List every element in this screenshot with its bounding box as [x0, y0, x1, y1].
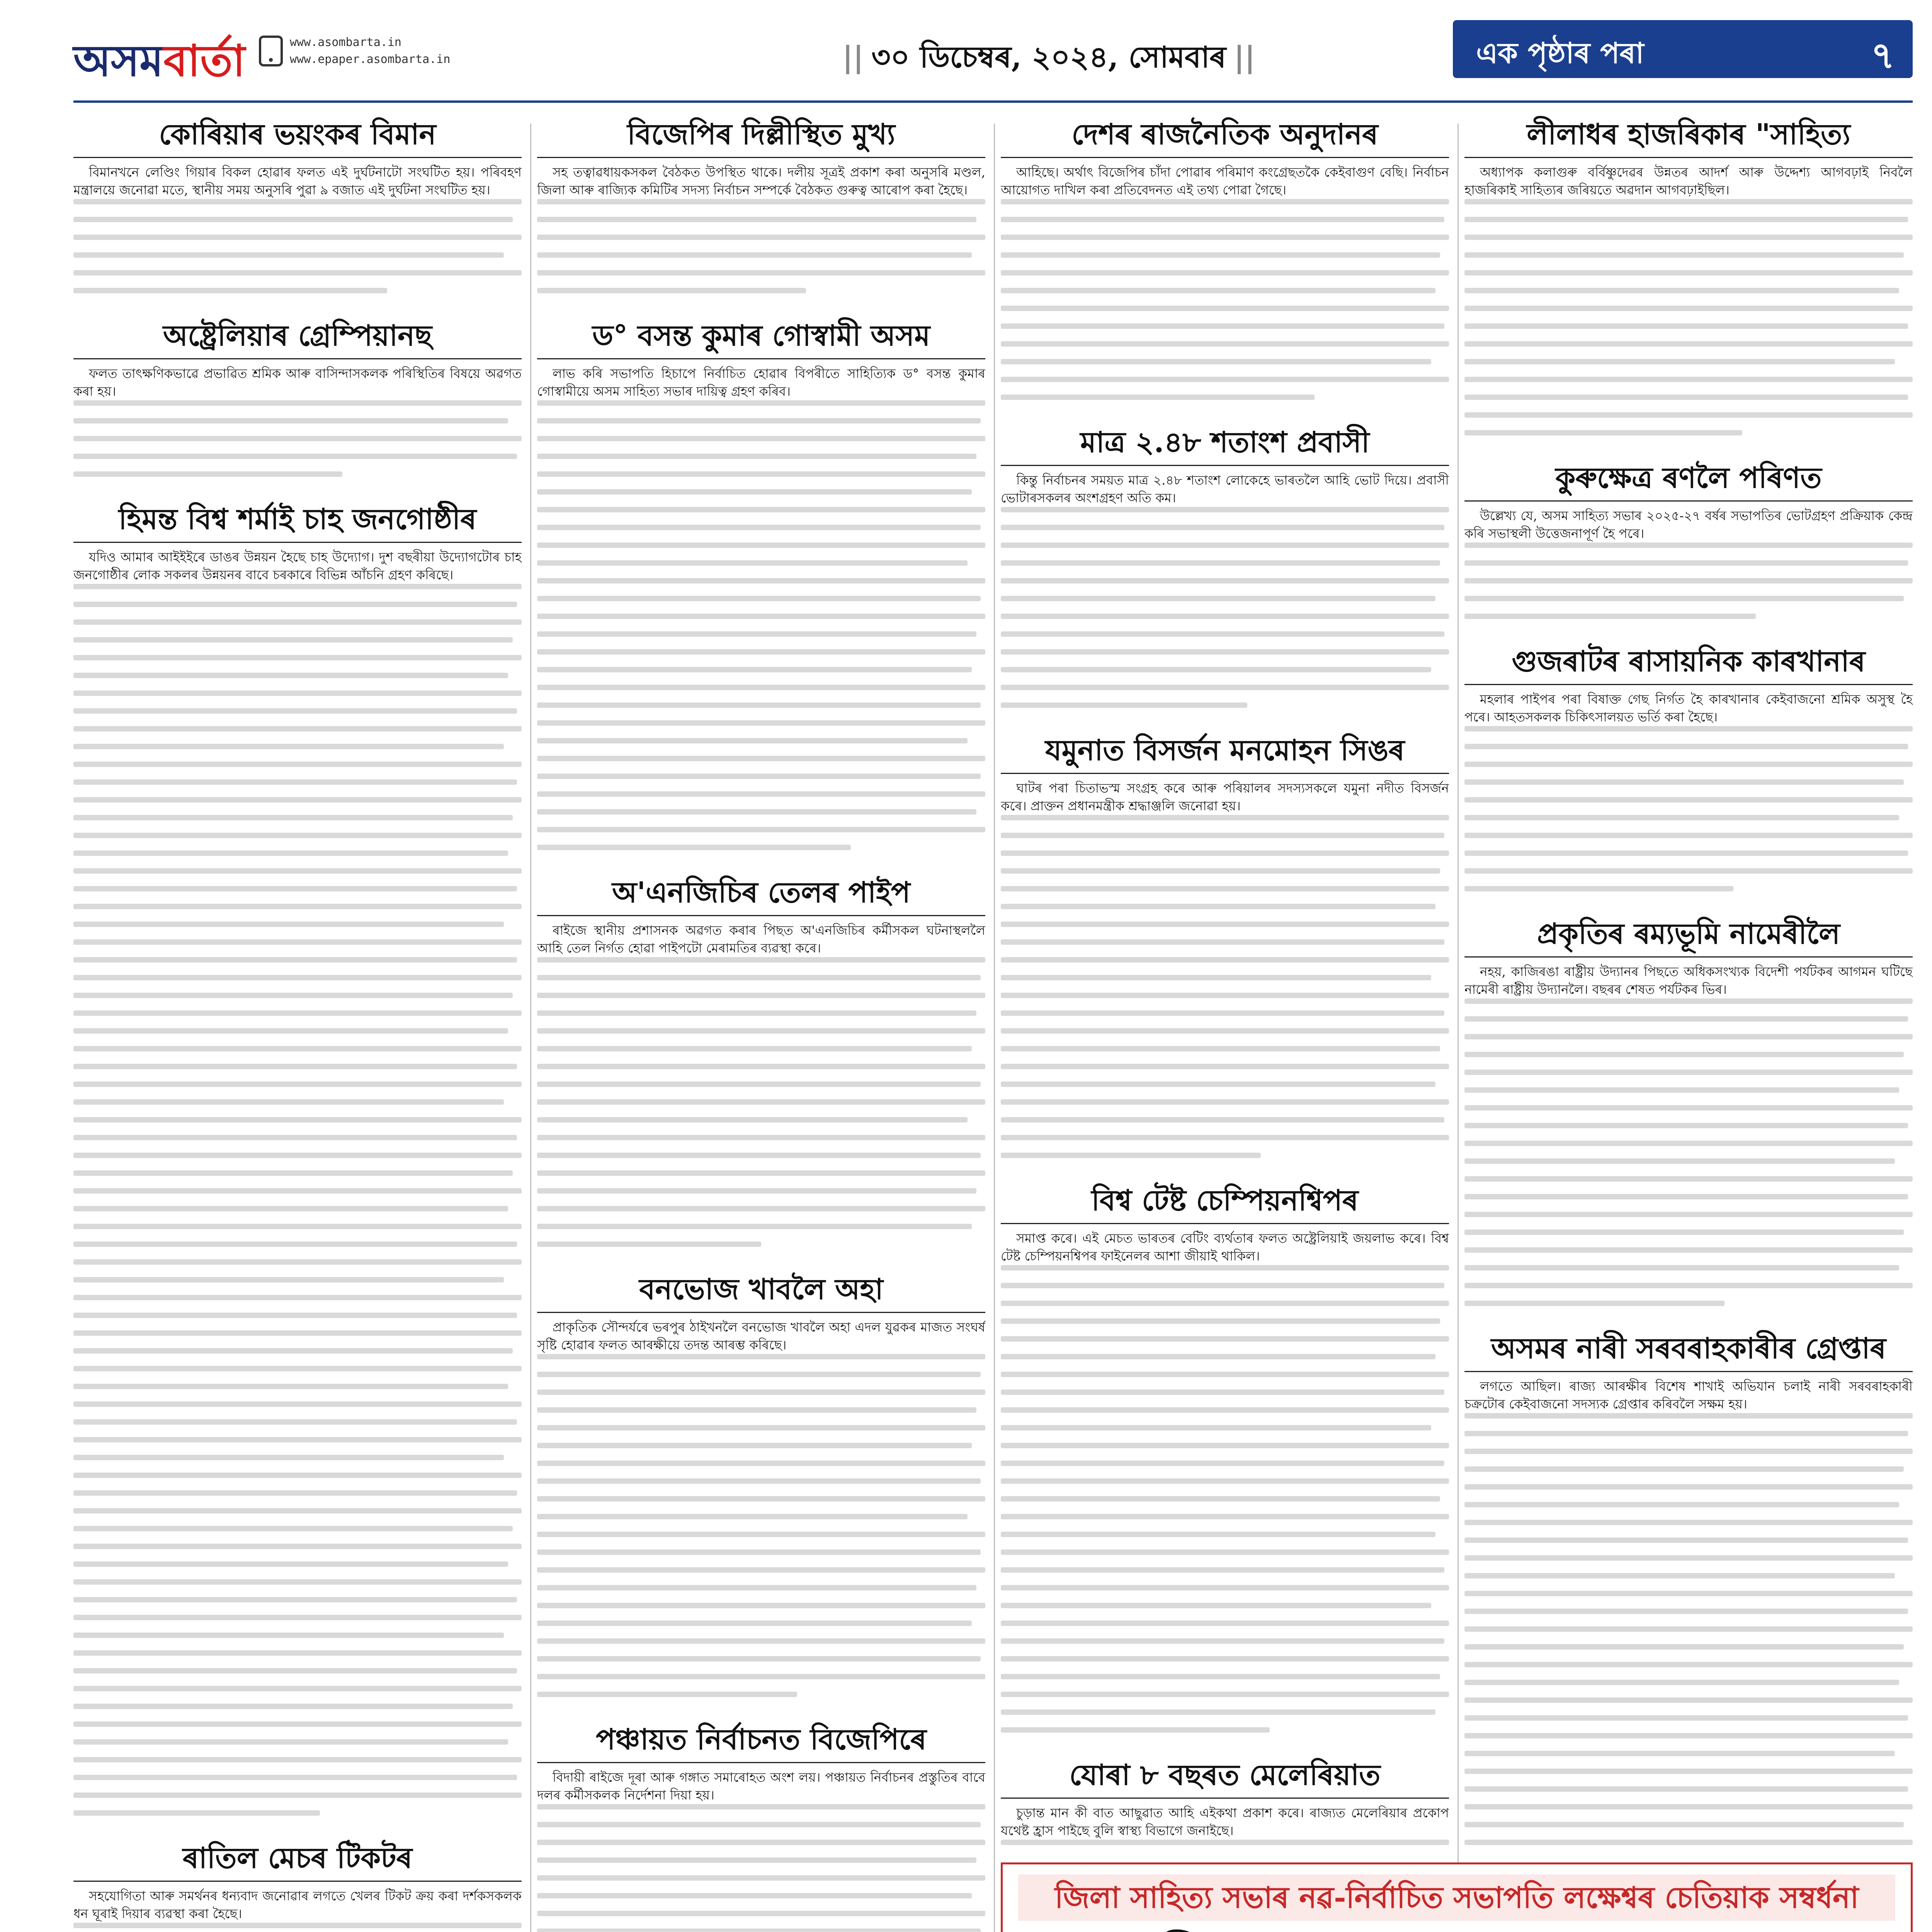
- article-body: অধ্যাপক কলাগুৰু বৰ্বিষ্ণুদেৱৰ উন্নতৰ আদৰ্শ আৰু উদ্দেশ্য আগবঢ়াই নিবলৈ হাজৰিকাই সাহিত্যৰ জৰিয়তে অৱদান আগবঢ়াইছিল।: [1464, 165, 1913, 197]
- article-body: প্ৰাকৃতিক সৌন্দৰ্যৰে ভৰপুৰ ঠাইখনলৈ বনভোজ খাবলৈ অহা এদল যুৱকৰ মাজত সংঘৰ্ষ সৃষ্টি হোৱাৰ ফলত আৰক্ষীয়ে তদন্ত আৰম্ভ কৰিছে।: [537, 1320, 985, 1352]
- page-tag: [1453, 20, 1913, 78]
- website-link[interactable]: www.asombarta.in: [290, 36, 401, 49]
- article-headline[interactable]: অসমৰ নাৰী সৰবৰাহকাৰীৰ গ্ৰেপ্তাৰ: [1464, 1330, 1913, 1372]
- article-nri-voters: [1001, 424, 1449, 720]
- article-bjp-meeting: [537, 116, 985, 306]
- article-text-block: [1001, 199, 1449, 412]
- feature-kicker: [1018, 1874, 1895, 1921]
- article-wtc: [1001, 1182, 1449, 1745]
- article-headline[interactable]: গুজৰাটৰ ৰাসায়নিক কাৰখানাৰ: [1464, 643, 1913, 685]
- header-rule: [73, 100, 1913, 103]
- article-text-block: [1001, 1840, 1449, 1847]
- epaper-link[interactable]: www.epaper.asombarta.in: [290, 53, 451, 66]
- logo-text: [73, 28, 245, 100]
- article-body: কিন্তু নিৰ্বাচনৰ সময়ত মাত্ৰ ২.৪৮ শতাংশ লোকেহে ভাৰতলৈ আহি ভোট দিয়ে। প্ৰবাসী ভোটাৰসকলৰ অংশগ্ৰহণ অতি কম।: [1001, 473, 1449, 505]
- article-liladhar-hazarika: [1464, 116, 1913, 448]
- article-malaria: [1001, 1757, 1449, 1847]
- article-text-block: [73, 199, 522, 306]
- article-body: ৰাইজে স্থানীয় প্ৰশাসনক অৱগত কৰাৰ পিছত অ'এনজিচিৰ কৰ্মীসকল ঘটনাস্থললৈ আহি তেল নিৰ্গত হোৱা পাইপটো মেৰামতিৰ ব্যৱস্থা কৰে।: [537, 923, 985, 956]
- page-number: ৭: [1871, 34, 1895, 77]
- article-text-block: [537, 199, 985, 306]
- article-trafficking-arrest: [1464, 1330, 1913, 1847]
- article-body: বিদায়ী ৰাইজে দূৰা আৰু গঙ্গাত সমাৰোহত অংশ লয়। পঞ্চায়ত নিৰ্বাচনৰ প্ৰস্তুতিৰ বাবে দলৰ কৰ্মীসকলক নিৰ্দেশনা দিয়া হয়।: [537, 1770, 985, 1803]
- website-links: [290, 34, 450, 68]
- article-body: উল্লেখ্য যে, অসম সাহিত্য সভাৰ ২০২৫-২৭ বৰ্ষৰ সভাপতিৰ ভোটগ্ৰহণ প্ৰক্ৰিয়াক কেন্দ্ৰ কৰি সভাস্থলী উত্তেজনাপূৰ্ণ হৈ পৰে।: [1464, 508, 1913, 541]
- article-body: সহযোগিতা আৰু সমৰ্থনৰ ধন্যবাদ জনোৱাৰ লগতে খেলৰ টিকট ক্ৰয় কৰা দৰ্শকসকলক ধন ঘূৰাই দিয়াৰ ব্যৱস্থা কৰা হৈছে।: [73, 1888, 522, 1921]
- column-divider: [530, 124, 531, 1932]
- article-picnic: [537, 1271, 985, 1709]
- article-kurukshetra: [1464, 459, 1913, 631]
- masthead: [0, 0, 1932, 116]
- feature-kicker-text: জিলা সাহিত্য সভাৰ নৱ-নিৰ্বাচিত সভাপতি লক্ষেশ্বৰ চেতিয়াক সম্বৰ্ধনা: [1054, 1880, 1859, 1915]
- article-body: মহলাৰ পাইপৰ পৰা বিষাক্ত গেছ নিৰ্গত হৈ কাৰখানাৰ কেইবাজনো শ্ৰমিক অসুস্থ হৈ পৰে। আহতসকলক চিকিৎসালয়ত ভৰ্তি কৰা হৈছে।: [1464, 692, 1913, 724]
- article-headline[interactable]: মাত্ৰ ২.৪৮ শতাংশ প্ৰবাসী: [1001, 424, 1449, 466]
- article-cancelled-match: [73, 1840, 522, 1932]
- article-tea-community: [73, 501, 522, 1828]
- article-body: চুড়ান্ত মান কী বাত আছুৱাত আহি এইকথা প্ৰকাশ কৰে। ৰাজ্যত মেলেৰিয়াৰ প্ৰকোপ যথেষ্ট হ্ৰাস পাইছে বুলি স্বাস্থ্য বিভাগে জনাইছে।: [1001, 1805, 1449, 1838]
- feature-title-line-1[interactable]: [1003, 1930, 1911, 1932]
- column-4: [1464, 116, 1913, 1847]
- article-korea-plane: [73, 116, 522, 306]
- article-text-block: [1464, 199, 1913, 448]
- column-2: [537, 116, 985, 1932]
- article-headline[interactable]: হিমন্ত বিশ্ব শৰ্মাই চাহ জনগোষ্ঠীৰ: [73, 501, 522, 543]
- issue-date: || ৩০ ডিচেম্বৰ, ২০২৪, সোমবাৰ ||: [842, 40, 1255, 74]
- article-headline[interactable]: ড° বসন্ত কুমাৰ গোস্বামী অসম: [537, 317, 985, 359]
- article-text-block: [1001, 815, 1449, 1170]
- article-text-block: [73, 1923, 522, 1932]
- article-headline[interactable]: বিজেপিৰ দিল্লীস্থিত মুখ্য: [537, 116, 985, 158]
- article-headline[interactable]: অ'এনজিচিৰ তেলৰ পাইপ: [537, 874, 985, 916]
- article-text-block: [1464, 1413, 1913, 1847]
- article-text-block: [537, 1354, 985, 1709]
- article-headline[interactable]: প্ৰকৃতিৰ ৰম্যভূমি নামেৰীলৈ: [1464, 915, 1913, 957]
- article-nameri: [1464, 915, 1913, 1318]
- logo-left: অসম: [73, 36, 164, 86]
- article-headline[interactable]: ৰাতিল মেচৰ টিকটৰ: [73, 1840, 522, 1882]
- article-text-block: [1464, 726, 1913, 904]
- article-ongc-pipe: [537, 874, 985, 1259]
- article-body: ফলত তাৎক্ষণিকভাৱে প্ৰভাৱিত শ্ৰমিক আৰু বাসিন্দাসকলক পৰিস্থিতিৰ বিষয়ে অৱগত কৰা হয়।: [73, 366, 522, 399]
- page-tag-label: এক পৃষ্ঠাৰ পৰা: [1476, 37, 1644, 70]
- article-text-block: [1464, 998, 1913, 1318]
- column-divider: [1458, 124, 1459, 1932]
- article-political-donation: [1001, 116, 1449, 412]
- article-headline[interactable]: পঞ্চায়ত নিৰ্বাচনত বিজেপিৰে: [537, 1721, 985, 1763]
- article-text-block: [537, 400, 985, 862]
- article-panchayat-election: [537, 1721, 985, 1932]
- article-headline[interactable]: বনভোজ খাবলৈ অহা: [537, 1271, 985, 1313]
- article-basanta-goswami: [537, 317, 985, 862]
- article-headline[interactable]: অষ্ট্ৰেলিয়াৰ গ্ৰেম্পিয়ানছ: [73, 317, 522, 359]
- article-headline[interactable]: কুৰুক্ষেত্ৰ ৰণলৈ পৰিণত: [1464, 459, 1913, 502]
- article-body: লগতে আছিল। ৰাজ্য আৰক্ষীৰ বিশেষ শাখাই অভিযান চলাই নাৰী সৰবৰাহকাৰী চক্ৰটোৰ কেইবাজনো সদস্যক গ্ৰেপ্তাৰ কৰিবলৈ সক্ষম হয়।: [1464, 1379, 1913, 1412]
- article-body: ঘাটৰ পৰা চিতাভস্ম সংগ্ৰহ কৰে আৰু পৰিয়ালৰ সদস্যসকলে যমুনা নদীত বিসৰ্জন কৰে। প্ৰাক্তন প্ৰধানমন্ত্ৰীক শ্ৰদ্ধাঞ্জলি জনোৱা হয়।: [1001, 781, 1449, 813]
- article-body: আহিছে। অৰ্থাৎ বিজেপিৰ চাঁদা পোৱাৰ পৰিমাণ কংগ্ৰেছতকৈ কেইবাগুণ বেছি। নিৰ্বাচন আয়োগত দাখিল কৰা প্ৰতিবেদনত এই তথ্য পোৱা গৈছে।: [1001, 165, 1449, 197]
- issue-date-text: ৩০ ডিচেম্বৰ, ২০২৪, সোমবাৰ: [871, 40, 1226, 74]
- article-headline[interactable]: যোৰা ৮ বছৰত মেলেৰিয়াত: [1001, 1757, 1449, 1799]
- article-headline[interactable]: কোৰিয়াৰ ভয়ংকৰ বিমান: [73, 116, 522, 158]
- article-text-block: [1464, 543, 1913, 631]
- article-manmohan-singh: [1001, 732, 1449, 1170]
- article-headline[interactable]: দেশৰ ৰাজনৈতিক অনুদানৰ: [1001, 116, 1449, 158]
- newspaper-logo: [73, 24, 243, 94]
- article-headline[interactable]: যমুনাত বিসৰ্জন মনমোহন সিঙৰ: [1001, 732, 1449, 774]
- article-australia-fire: [73, 317, 522, 489]
- article-body: লাভ কৰি সভাপতি হিচাপে নিৰ্বাচিত হোৱাৰ বিপৰীতে সাহিত্যিক ড° বসন্ত কুমাৰ গোস্বামীয়ে অসম সাহিত্য সভাৰ দায়িত্ব গ্ৰহণ কৰিব।: [537, 366, 985, 399]
- article-text-block: [537, 957, 985, 1259]
- article-body: সমাপ্ত কৰে। এই মেচত ভাৰতৰ বেটিং ব্যৰ্থতাৰ ফলত অষ্ট্ৰেলিয়াই জয়লাভ কৰে। বিশ্ব টেষ্ট চেম্পিয়নশ্বিপৰ ফাইনেলৰ আশা জীয়াই থাকিল।: [1001, 1231, 1449, 1264]
- article-body: নহয়, কাজিৰঙা ৰাষ্ট্ৰীয় উদ্যানৰ পিছতে অধিকসংখ্যক বিদেশী পৰ্যটকৰ আগমন ঘটিছে নামেৰী ৰাষ্ট্ৰীয় উদ্যানলৈ। বছৰৰ শেষত পৰ্যটকৰ ভিৰ।: [1464, 964, 1913, 997]
- article-text-block: [537, 1804, 985, 1932]
- article-headline[interactable]: বিশ্ব টেষ্ট চেম্পিয়নশ্বিপৰ: [1001, 1182, 1449, 1224]
- column-divider: [994, 124, 995, 1932]
- article-text-block: [1001, 1265, 1449, 1745]
- article-body: বিমানখনে লেণ্ডিং গিয়াৰ বিকল হোৱাৰ ফলত এই দুৰ্ঘটনাটো সংঘটিত হয়। পৰিবহণ মন্ত্ৰালয়ে জনোৱা মতে, স্থানীয় সময় অনুসৰি পুৱা ৯ বজাত এই দুৰ্ঘটনা সংঘটিত হয়।: [73, 165, 522, 197]
- article-body: সহ তত্বাৱধায়কসকল বৈঠকত উপস্থিত থাকে। দলীয় সূত্ৰই প্ৰকাশ কৰা অনুসৰি মণ্ডল, জিলা আৰু ৰাজ্যিক কমিটিৰ সদস্য নিৰ্বাচন সম্পৰ্কে বৈঠকত গুৰুত্ব আৰোপ কৰা হৈছে।: [537, 165, 985, 197]
- article-gujarat-factory: [1464, 643, 1913, 904]
- logo-right: বাৰ্তা: [163, 36, 245, 86]
- column-3: [1001, 116, 1449, 1847]
- phone-icon: [259, 36, 283, 66]
- article-text-block: [73, 400, 522, 489]
- feature-sahitya-sabha: [1001, 1862, 1913, 1932]
- article-text-block: [73, 584, 522, 1828]
- article-body: যদিও আমাৰ আইইইৰে ডাঙৰ উন্নয়ন হৈছে চাহ উদ্যোগ। দুশ বছৰীয়া উদ্যোগটোৰ চাহ জনগোষ্ঠীৰ লোক সকলৰ উন্নয়নৰ বাবে চৰকাৰে বিভিন্ন আঁচনি গ্ৰহণ কৰিছে।: [73, 549, 522, 582]
- column-1: [73, 116, 522, 1932]
- article-headline[interactable]: লীলাধৰ হাজৰিকাৰ "সাহিত্য: [1464, 116, 1913, 158]
- article-text-block: [1001, 507, 1449, 720]
